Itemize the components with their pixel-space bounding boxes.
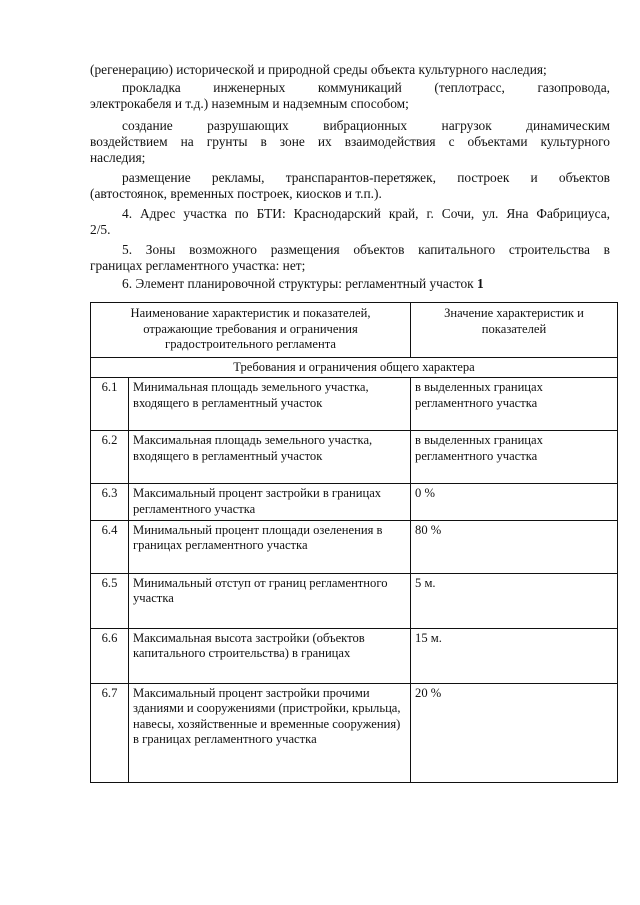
paragraph-continuation: (регенерацию) исторической и природной среды объекта культурного наследия; — [90, 62, 547, 77]
table-row — [91, 573, 618, 628]
table-row — [91, 628, 618, 683]
paragraph-structure-element — [90, 276, 610, 293]
row-number: 6.6 — [91, 628, 129, 683]
paragraph-address-line1: 4. Адрес участка по БТИ: Краснодарский край, г. Сочи, ул. Яна Фабрициуса, — [122, 206, 610, 221]
row-number: 6.2 — [91, 431, 129, 484]
paragraph-vibration-line1: создание разрушающих вибрационных нагрузок динамическим — [122, 118, 610, 133]
structure-element-text: 6. Элемент планировочной структуры: регламентный участок — [122, 276, 478, 291]
row-number: 6.5 — [91, 573, 129, 628]
row-number: 6.1 — [91, 378, 129, 431]
row-number: 6.7 — [91, 683, 129, 782]
row-characteristic: Максимальный процент застройки прочими зданиями и сооружениями (пристройки, крыльца, навесы, хозяйственные и временные сооружения) в границах регламентного участка — [129, 683, 411, 782]
row-characteristic: Максимальная площадь земельного участка, входящего в регламентный участок — [129, 431, 411, 484]
row-number: 6.3 — [91, 484, 129, 520]
row-value: в выделенных границах регламентного участка — [411, 378, 618, 431]
table-row — [91, 378, 618, 431]
paragraph-address-line2: 2/5. — [90, 222, 111, 237]
row-value: 20 % — [411, 683, 618, 782]
paragraph-vibration-line2: воздействием на грунты в зоне их взаимодействия с объектами культурного — [90, 134, 610, 149]
row-number: 6.4 — [91, 520, 129, 573]
row-value: 15 м. — [411, 628, 618, 683]
paragraph-zones-line2: границах регламентного участка: нет; — [90, 258, 306, 273]
row-value: 80 % — [411, 520, 618, 573]
table-row — [91, 520, 618, 573]
paragraph-advertising-line1: размещение рекламы, транспарантов-перетяжек, построек и объектов — [122, 170, 610, 185]
header-values: Значение характеристик и показателей — [411, 303, 618, 358]
subheader-general-requirements: Требования и ограничения общего характера — [91, 357, 618, 378]
regulations-table — [90, 302, 618, 783]
table-header-row — [91, 303, 618, 358]
paragraph-zones-line1: 5. Зоны возможного размещения объектов капитального строительства в — [122, 242, 610, 257]
row-characteristic: Максимальный процент застройки в границах регламентного участка — [129, 484, 411, 520]
table-row — [91, 484, 618, 520]
paragraph-vibration-line3: наследия; — [90, 150, 146, 165]
row-characteristic: Максимальная высота застройки (объектов капитального строительства) в границах — [129, 628, 411, 683]
row-value: 0 % — [411, 484, 618, 520]
paragraph-utilities-line1: прокладка инженерных коммуникаций (теплотрасс, газопровода, — [122, 80, 610, 95]
row-characteristic: Минимальный процент площади озеленения в границах регламентного участка — [129, 520, 411, 573]
table-row — [91, 431, 618, 484]
row-characteristic: Минимальный отступ от границ регламентного участка — [129, 573, 411, 628]
paragraph-utilities-line2: электрокабеля и т.д.) наземным и надземным способом; — [90, 96, 409, 111]
table-subheader-row — [91, 357, 618, 378]
paragraph-advertising-line2: (автостоянок, временных построек, киосков и т.п.). — [90, 186, 382, 201]
structure-element-number: 1 — [477, 276, 484, 291]
table-row — [91, 683, 618, 782]
row-value: в выделенных границах регламентного участка — [411, 431, 618, 484]
row-characteristic: Минимальная площадь земельного участка, входящего в регламентный участок — [129, 378, 411, 431]
header-characteristics: Наименование характеристик и показателей, отражающие требования и ограничения градостроительного регламента — [91, 303, 411, 358]
row-value: 5 м. — [411, 573, 618, 628]
